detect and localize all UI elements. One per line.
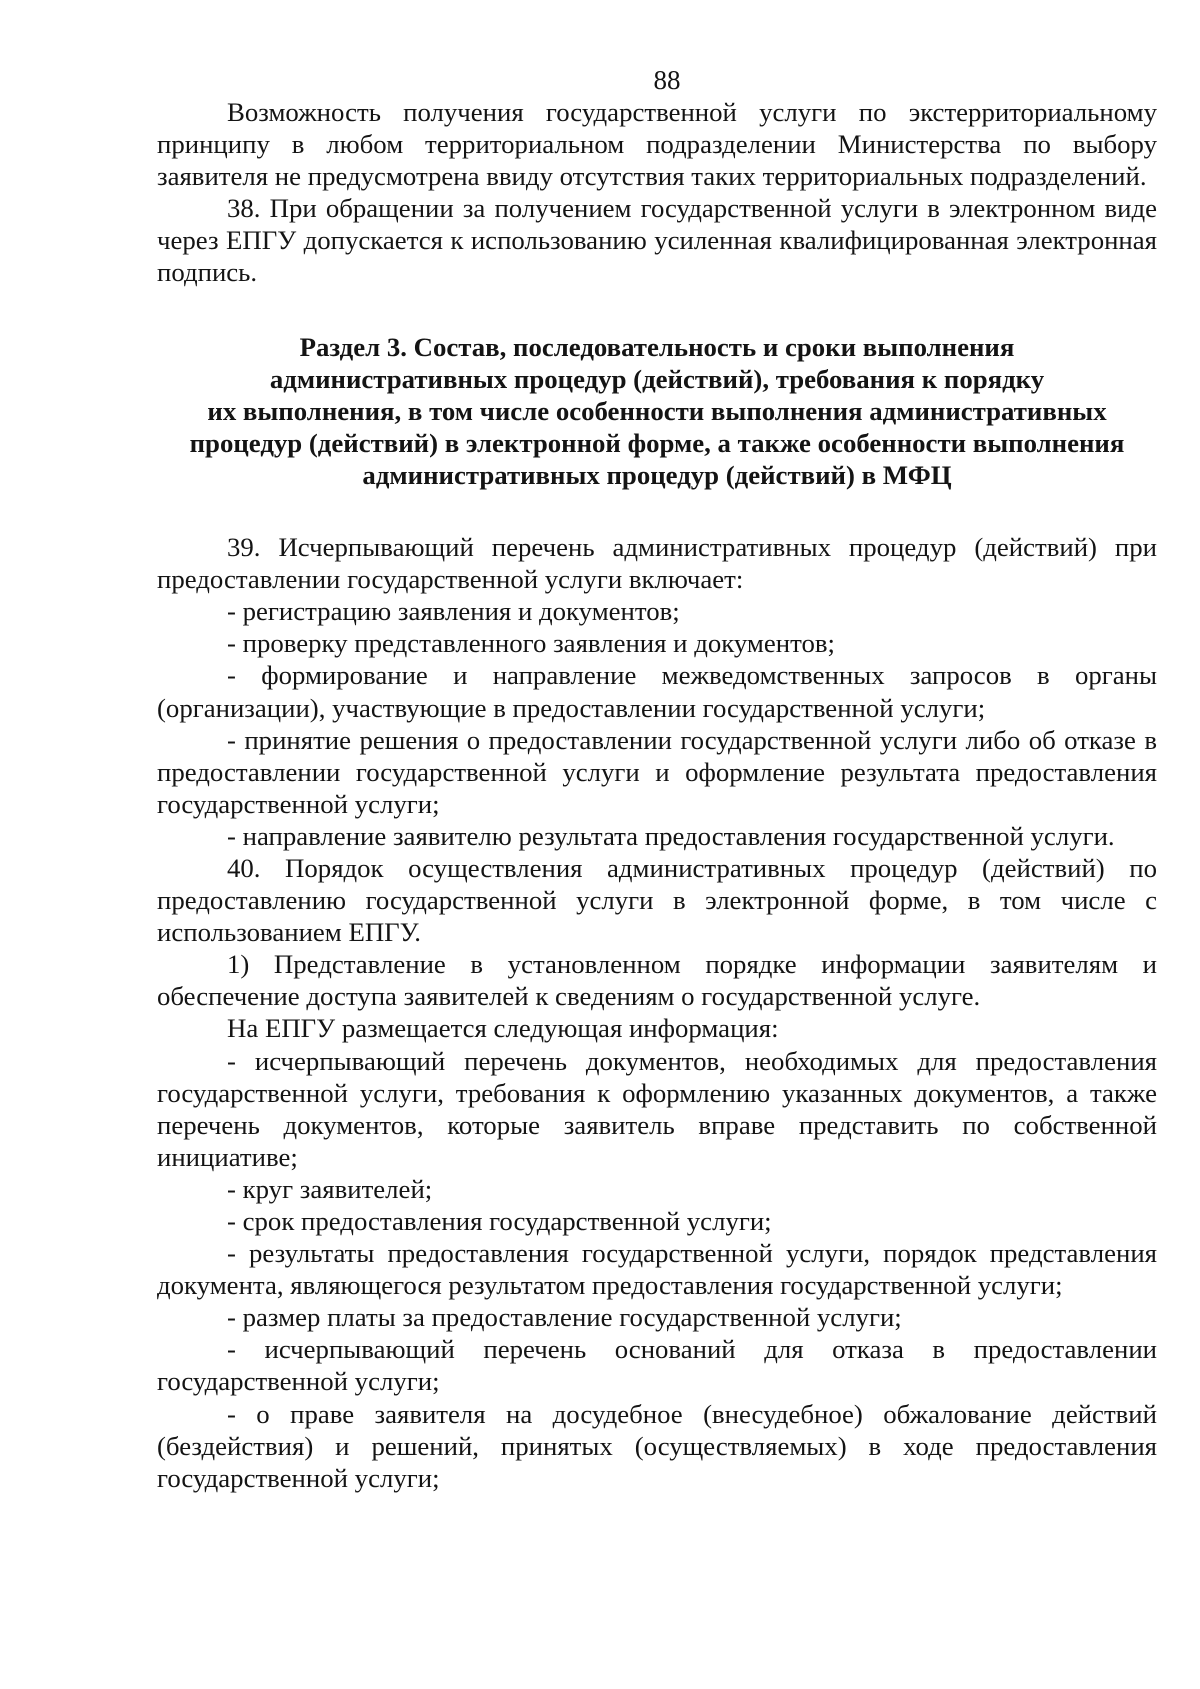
list-item: - формирование и направление межведомственных запросов в органы (организации), участвующие в предоставлении государственной услуги;	[157, 660, 1157, 723]
heading-line: их выполнения, в том числе особенности выполнения административных	[207, 395, 1107, 426]
page-number: 88	[653, 65, 681, 95]
heading-line: административных процедур (действий) в МФЦ	[362, 459, 952, 490]
heading-line: административных процедур (действий), требования к порядку	[269, 363, 1045, 394]
list-item: - о праве заявителя на досудебное (внесудебное) обжалование действий (бездействия) и решений, принятых (осуществляемых) в ходе предоставления государственной услуги;	[157, 1398, 1157, 1493]
list-item: - исчерпывающий перечень документов, необходимых для предоставления государственной услуги, требования к оформлению указанных документов, а также перечень документов, которые заявитель вправе представить по собственной инициативе;	[157, 1045, 1157, 1172]
paragraph-extraterritorial: Возможность получения государственной услуги по экстерриториальному принципу в любом территориальном подразделении Министерства по выбору заявителя не предусмотрена ввиду отсутствия таких территориальных подразделений.	[157, 97, 1157, 192]
list-item: - направление заявителю результата предоставления государственной услуги.	[227, 820, 1115, 851]
list-item: - срок предоставления государственной услуги;	[227, 1206, 772, 1236]
list-item: - круг заявителей;	[227, 1173, 433, 1204]
section-3-heading	[157, 331, 1157, 491]
list-item: - исчерпывающий перечень оснований для отказа в предоставлении государственной услуги;	[157, 1334, 1157, 1397]
list-item: - регистрацию заявления и документов;	[227, 596, 680, 627]
paragraph-38: 38. При обращении за получением государственной услуги в электронном виде через ЕПГУ допускается к использованию усиленная квалифицированная электронная подпись.	[157, 193, 1157, 288]
heading-line: процедур (действий) в электронной форме, а также особенности выполнения	[189, 427, 1125, 458]
subparagraph-1: 1) Представление в установленном порядке информации заявителям и обеспечение доступа заявителей к сведениям о государственной услуге.	[157, 949, 1157, 1012]
paragraph-39: 39. Исчерпывающий перечень административных процедур (действий) при предоставлении государственной услуги включает:	[157, 532, 1157, 595]
list-item: - проверку представленного заявления и документов;	[227, 628, 835, 659]
list-item: - результаты предоставления государственной услуги, порядок представления документа, являющегося результатом предоставления государственной услуги;	[157, 1238, 1157, 1301]
list-item: - принятие решения о предоставлении государственной услуги либо об отказе в предоставлении государственной услуги и оформление результата предоставления государственной услуги;	[157, 724, 1157, 819]
paragraph-epgu-info: На ЕПГУ размещается следующая информация:	[227, 1013, 779, 1044]
document-page	[157, 64, 1157, 1494]
heading-line: Раздел 3. Состав, последовательность и сроки выполнения	[299, 331, 1015, 362]
list-item: - размер платы за предоставление государственной услуги;	[227, 1302, 902, 1333]
paragraph-40: 40. Порядок осуществления административных процедур (действий) по предоставлению государственной услуги в электронной форме, в том числе с использованием ЕПГУ.	[157, 852, 1157, 948]
